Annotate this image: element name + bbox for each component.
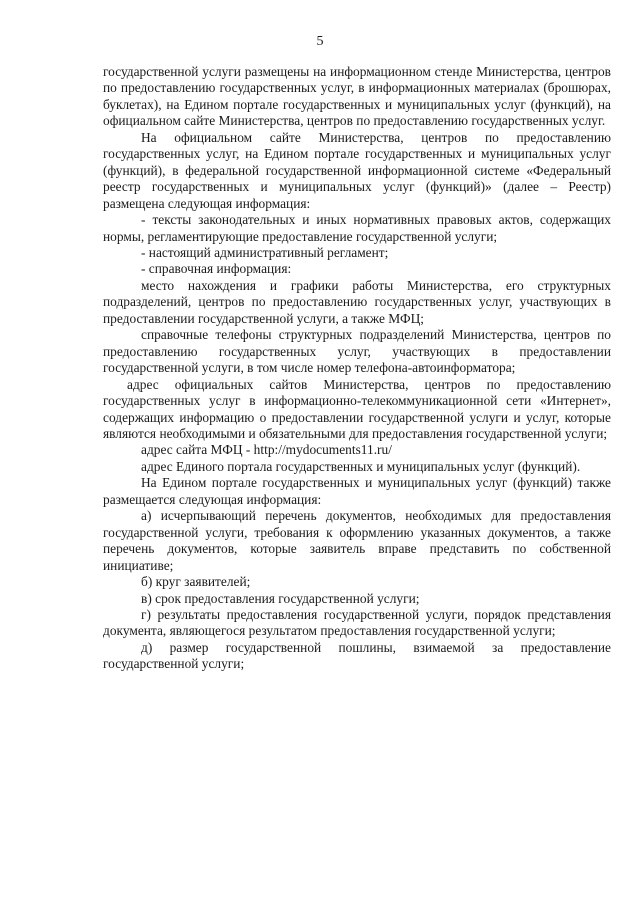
list-item-legal-acts: - тексты законодательных и иных нормативных правовых актов, содержащих нормы, регламентирующие предоставление государственной услуги;	[103, 212, 611, 244]
document-body	[103, 64, 611, 673]
page-number: 5	[316, 34, 324, 49]
paragraph-official-sites-address: адрес официальных сайтов Министерства, центров по предоставлению государственных услуг в информационно-телекоммуникационной сети «Интернет», содержащих информацию о предоставлении государственной услуги и услуг, которые являются необходимыми и обязательными для предоставления государственной услуги;	[103, 376, 611, 441]
paragraph-intro-continuation: государственной услуги размещены на информационном стенде Министерства, центров по предоставлению государственных услуг, в информационных материалах (брошюрах, буклетах), на Едином портале государственных и муниципальных услуг (функций), на официальном сайте Министерства, центров по предоставлению государственных услуг.	[103, 64, 611, 129]
list-item-d: г) результаты предоставления государственной услуги, порядок представления документа, являющегося результатом предоставления государственной услуги;	[103, 606, 611, 639]
list-item-b: б) круг заявителей;	[141, 574, 251, 590]
paragraph-location-schedule: место нахождения и графики работы Министерства, его структурных подразделений, центров по предоставлению государственных услуг, участвующих в предоставлении государственной услуги, а также МФЦ;	[103, 277, 611, 326]
list-item-a: а) исчерпывающий перечень документов, необходимых для предоставления государственной услуги, требования к оформлению указанных документов, а также перечень документов, которые заявитель вправе представить по собственной инициативе;	[103, 508, 611, 573]
paragraph-official-site: На официальном сайте Министерства, центров по предоставлению государственных услуг, на Едином портале государственных и муниципальных услуг (функций), в федеральной государственной информационной системе «Федеральный реестр государственных и муниципальных услуг (функций)» (далее – Реестр) размещена следующая информация:	[103, 129, 611, 211]
paragraph-portal-info: На Едином портале государственных и муниципальных услуг (функций) также размещается следующая информация:	[103, 475, 611, 507]
list-item-e: д) размер государственной пошлины, взимаемой за предоставление государственной услуги;	[103, 639, 611, 672]
list-item-regulation: - настоящий административный регламент;	[141, 244, 389, 260]
paragraph-mfc-site: адрес сайта МФЦ - http://mydocuments11.ru/	[141, 442, 392, 458]
list-item-c: в) срок предоставления государственной услуги;	[141, 590, 420, 606]
list-item-reference-info: - справочная информация:	[141, 261, 292, 277]
paragraph-portal-address: адрес Единого портала государственных и муниципальных услуг (функций).	[141, 458, 581, 474]
paragraph-reference-phones: справочные телефоны структурных подразделений Министерства, центров по предоставлению государственных услуг, участвующих в предоставлении государственной услуги, в том числе номер телефона-автоинформатора;	[103, 327, 611, 376]
